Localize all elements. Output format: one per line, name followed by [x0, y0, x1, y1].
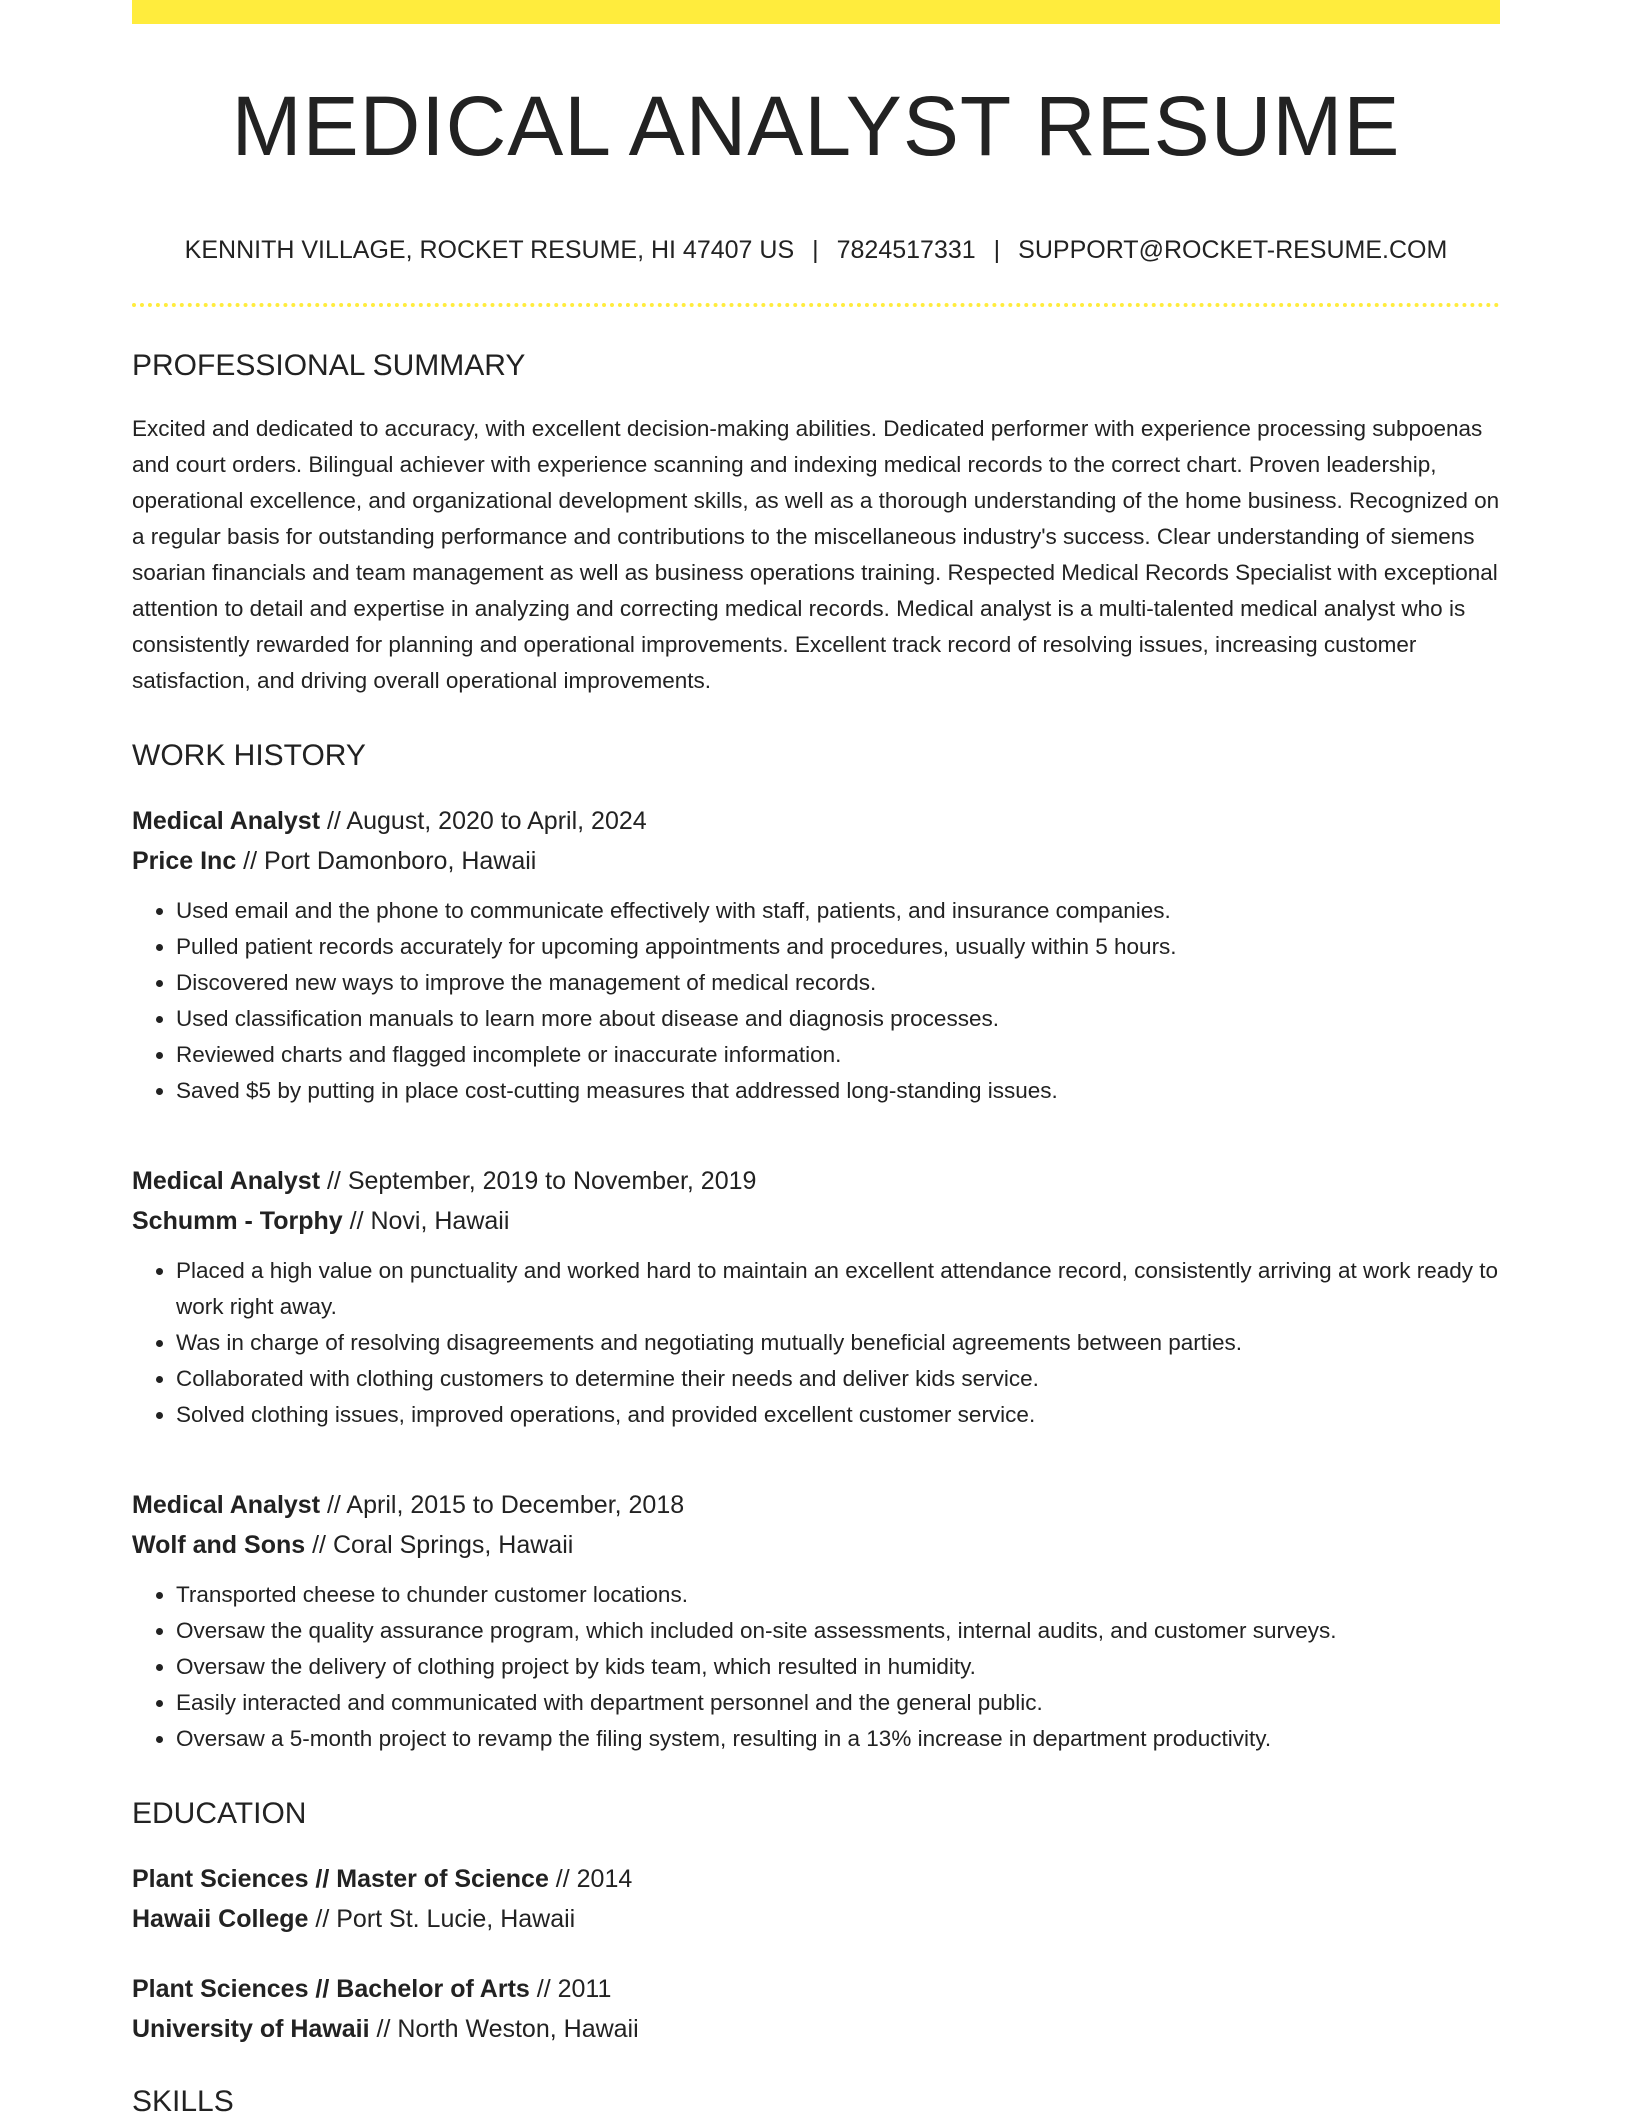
job-company-line — [132, 1201, 1500, 1241]
contact-line — [132, 238, 1500, 263]
education-degree: Plant Sciences // Master of Science — [132, 1865, 549, 1893]
job-bullet: • Oversaw the quality assurance program, which included on-site assessments, internal audits, and customer surveys. — [176, 1613, 1500, 1649]
job-company: Schumm - Torphy — [132, 1207, 343, 1235]
education-year: // 2014 — [548, 1865, 633, 1893]
job-bullet: • Collaborated with clothing customers to determine their needs and deliver kids service. — [176, 1361, 1500, 1397]
job-location: // Novi, Hawaii — [342, 1207, 510, 1235]
job-bullet: • Solved clothing issues, improved operations, and provided excellent customer service. — [176, 1397, 1500, 1433]
contact-separator: | — [812, 236, 819, 264]
job-bullet: • Transported cheese to chunder customer locations. — [176, 1577, 1500, 1613]
education-entry — [132, 1859, 1500, 1939]
job-dates: // April, 2015 to December, 2018 — [320, 1491, 685, 1519]
job-dates: // August, 2020 to April, 2024 — [320, 807, 647, 835]
work-history-heading: WORK HISTORY — [132, 739, 366, 772]
education-heading: EDUCATION — [132, 1797, 307, 1830]
resume-title: MEDICAL ANALYST RESUME — [231, 79, 1401, 173]
resume-page — [132, 0, 1500, 2117]
contact-email: SUPPORT@ROCKET-RESUME.COM — [1018, 236, 1448, 264]
job-bullets — [132, 893, 1500, 1109]
job-bullets — [132, 1577, 1500, 1757]
job-bullet: • Saved $5 by putting in place cost-cutting measures that addressed long-standing issues. — [176, 1073, 1500, 1109]
education-school-line — [132, 1899, 1500, 1939]
job-entry — [132, 1485, 1500, 1757]
job-bullet: • Used email and the phone to communicate effectively with staff, patients, and insurance companies. — [176, 893, 1500, 929]
job-title-line — [132, 1485, 1500, 1525]
dotted-divider — [132, 303, 1500, 307]
job-company: Price Inc — [132, 847, 237, 875]
contact-phone: 7824517331 — [836, 236, 976, 264]
job-location: // Coral Springs, Hawaii — [305, 1531, 574, 1559]
job-bullet: • Placed a high value on punctuality and worked hard to maintain an excellent attendance record, consistently arriving at work ready to work right away. — [176, 1253, 1500, 1325]
education-entry — [132, 1969, 1500, 2049]
job-company-line — [132, 841, 1500, 881]
job-bullet: • Used classification manuals to learn more about disease and diagnosis processes. — [176, 1001, 1500, 1037]
job-entry — [132, 1161, 1500, 1433]
education-degree-line — [132, 1969, 1500, 2009]
education-location: // Port St. Lucie, Hawaii — [308, 1905, 576, 1933]
job-bullet: • Was in charge of resolving disagreements and negotiating mutually beneficial agreements between parties. — [176, 1325, 1500, 1361]
contact-separator: | — [993, 236, 1001, 264]
job-bullets — [132, 1253, 1500, 1433]
job-bullet: • Easily interacted and communicated with department personnel and the general public. — [176, 1685, 1500, 1721]
job-title: Medical Analyst — [132, 1167, 321, 1195]
education-year: // 2011 — [529, 1975, 612, 2003]
job-bullet: • Oversaw a 5-month project to revamp the filing system, resulting in a 13% increase in department productivity. — [176, 1721, 1500, 1757]
education-location: // North Weston, Hawaii — [369, 2015, 639, 2043]
education-school: Hawaii College — [132, 1905, 309, 1933]
job-bullet: • Oversaw the delivery of clothing project by kids team, which resulted in humidity. — [176, 1649, 1500, 1685]
education-degree: Plant Sciences // Bachelor of Arts — [132, 1975, 530, 2003]
summary-text: Excited and dedicated to accuracy, with excellent decision-making abilities. Dedicated performer with experience processing subpoenas and court orders. Bilingual achiever with experience scanning and indexing medical records to the correct chart. Proven leadership, operational excellence, and organizational development skills, as well as a thorough understanding of the home business. Recognized on a regular basis for outstanding performance and contributions to the miscellaneous industry's success. Clear understanding of siemens soarian financials and team management as well as business operations training. Respected Medical Records Specialist with exceptional attention to detail and expertise in analyzing and correcting medical records. Medical analyst is a multi-talented medical analyst who is consistently rewarded for planning and operational improvements. Excellent track record of resolving issues, increasing customer satisfaction, and driving overall operational improvements. — [132, 416, 1500, 693]
job-title-line — [132, 1161, 1500, 1201]
skills-heading: SKILLS — [132, 2085, 234, 2118]
job-entry — [132, 801, 1500, 1109]
job-dates: // September, 2019 to November, 2019 — [320, 1167, 757, 1195]
job-bullet: • Discovered new ways to improve the management of medical records. — [176, 965, 1500, 1001]
education-degree-line — [132, 1859, 1500, 1899]
accent-bar — [132, 0, 1500, 24]
education-school: University of Hawaii — [132, 2015, 370, 2043]
summary-heading: PROFESSIONAL SUMMARY — [132, 349, 526, 382]
education-school-line — [132, 2009, 1500, 2049]
job-title: Medical Analyst — [132, 807, 321, 835]
job-bullet: • Reviewed charts and flagged incomplete or inaccurate information. — [176, 1037, 1500, 1073]
job-company-line — [132, 1525, 1500, 1565]
contact-address: KENNITH VILLAGE, ROCKET RESUME, HI 47407 US — [184, 236, 795, 264]
job-location: // Port Damonboro, Hawaii — [236, 847, 537, 875]
job-bullet: • Pulled patient records accurately for upcoming appointments and procedures, usually within 5 hours. — [176, 929, 1500, 965]
job-title-line — [132, 801, 1500, 841]
job-company: Wolf and Sons — [132, 1531, 306, 1559]
job-title: Medical Analyst — [132, 1491, 321, 1519]
